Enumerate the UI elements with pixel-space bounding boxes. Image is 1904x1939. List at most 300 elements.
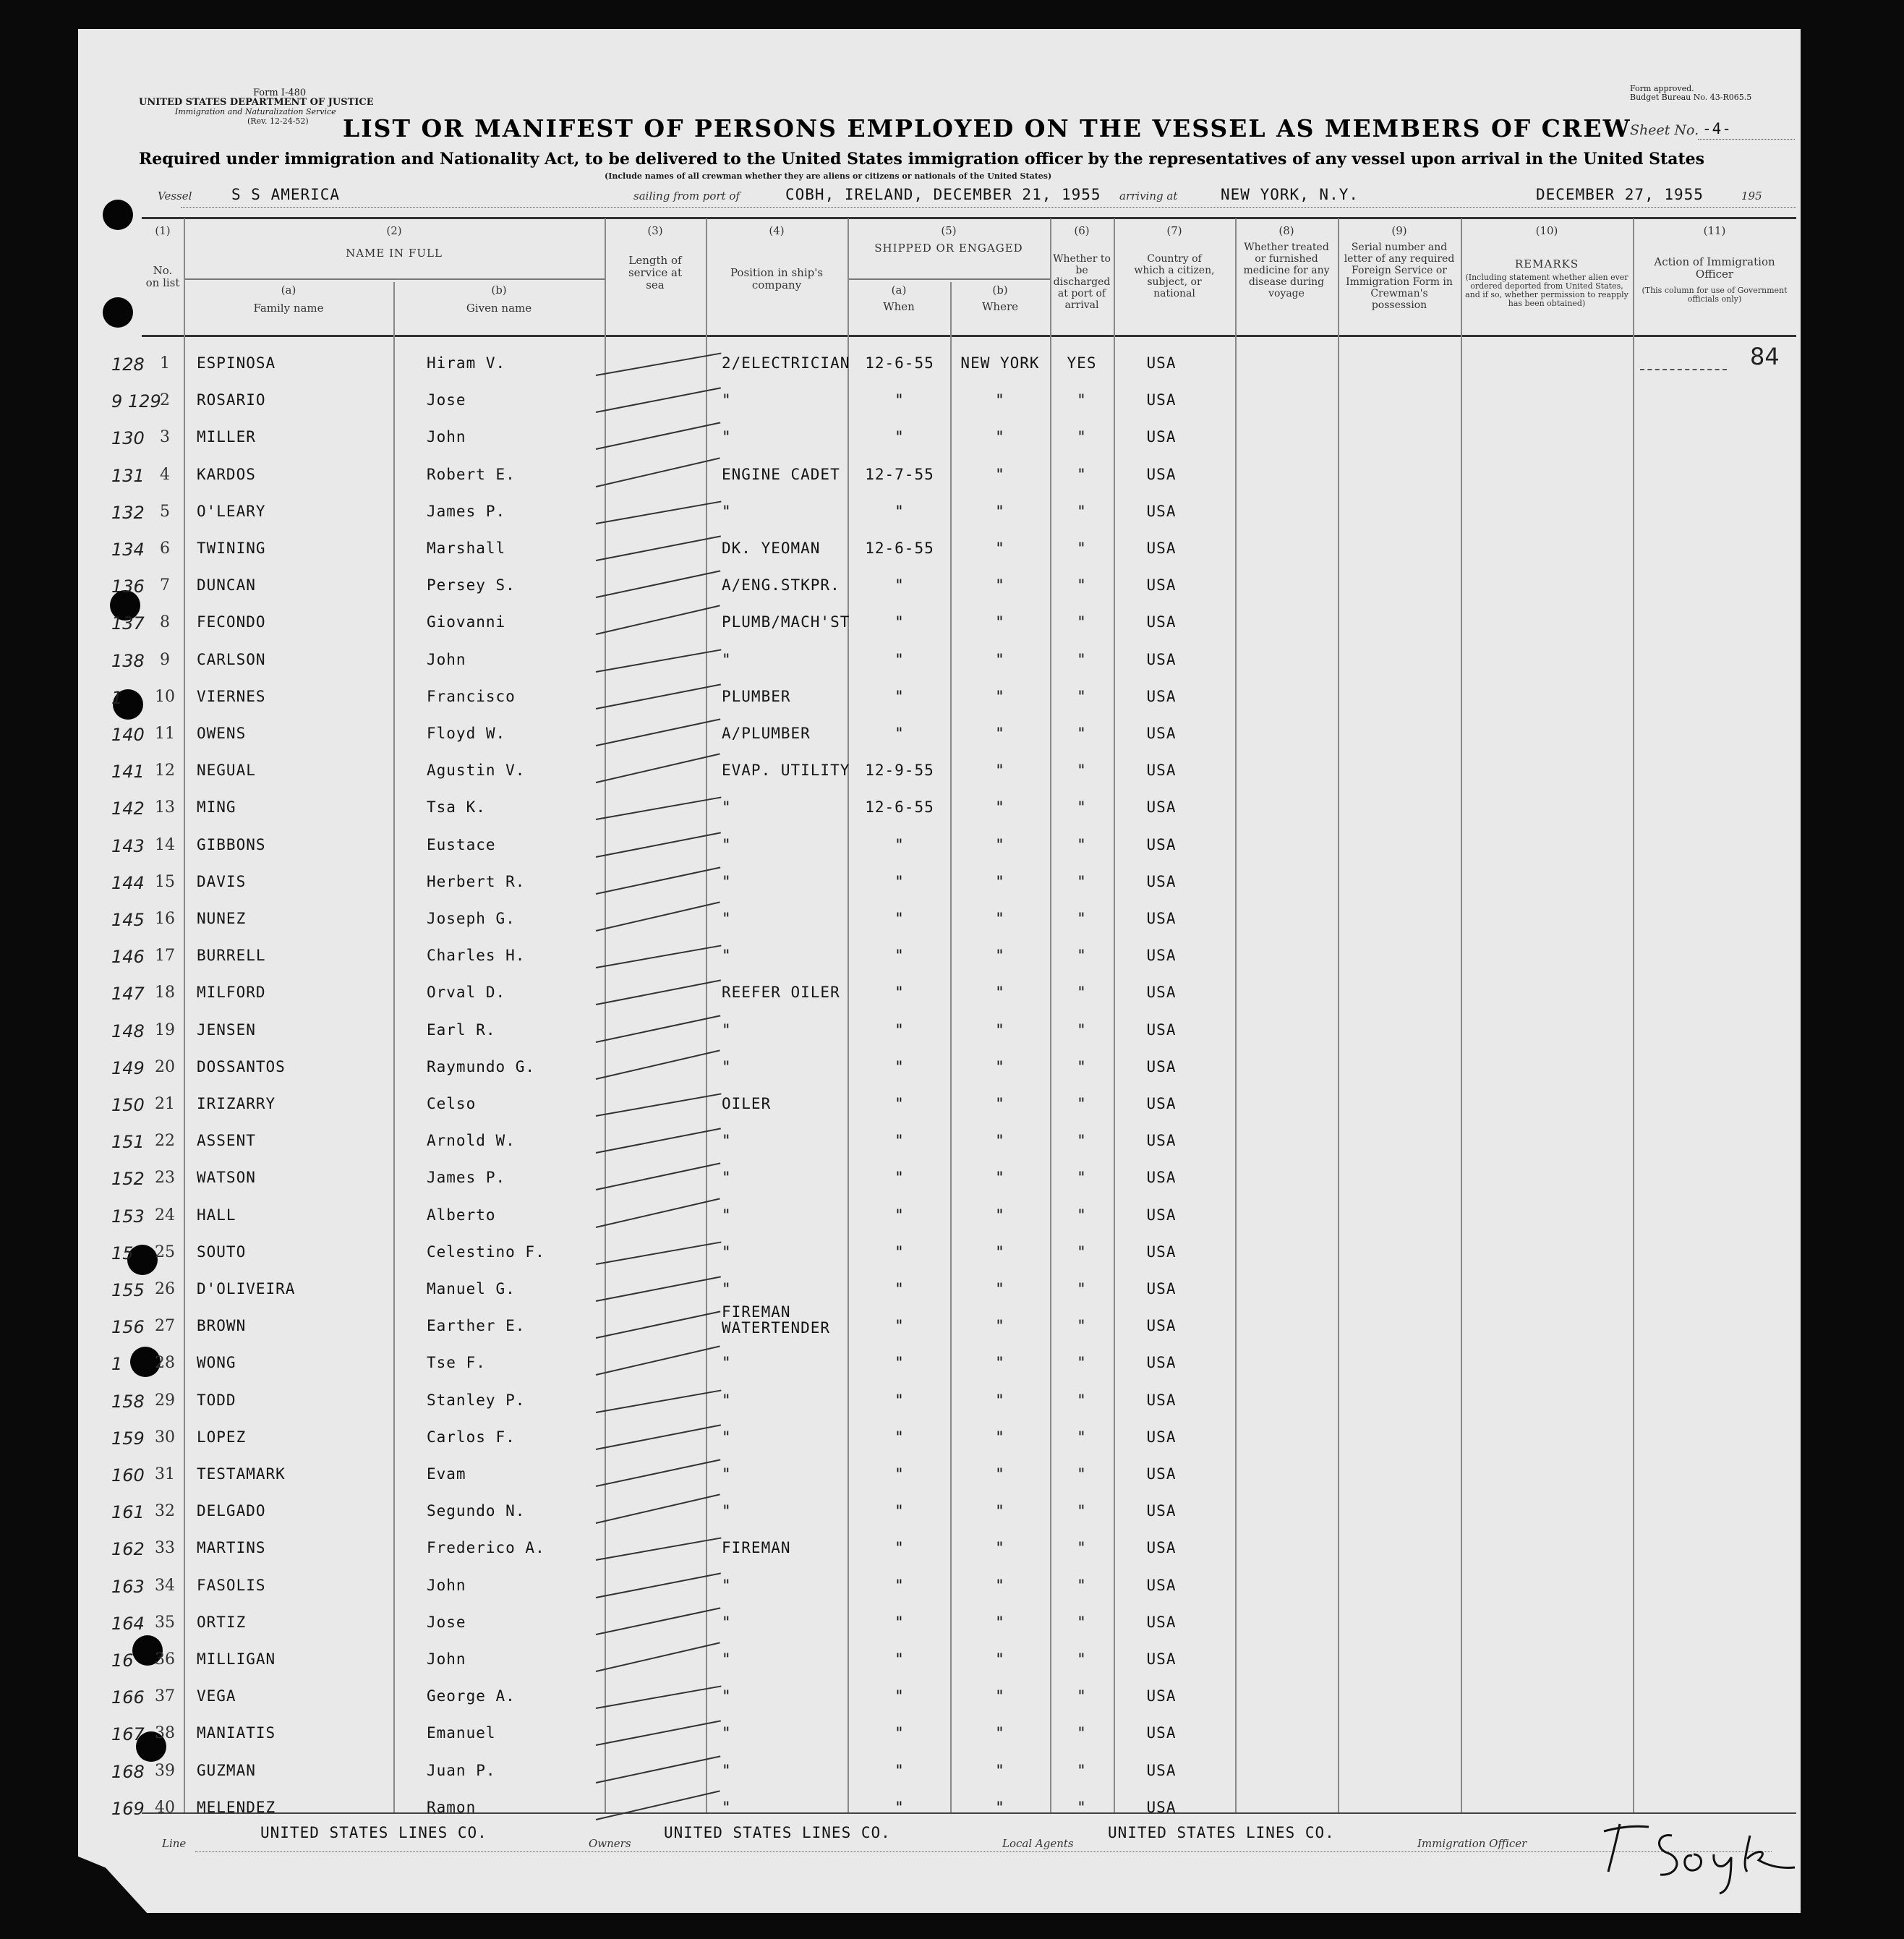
country: USA [1146, 503, 1177, 520]
table-row [0, 1206, 1904, 1243]
col10-num: (10) [1535, 224, 1558, 237]
engaged-when: " [895, 836, 905, 853]
table-row [0, 1095, 1904, 1131]
table-row [0, 1132, 1904, 1168]
crew-list-number: 17 [155, 947, 175, 965]
crew-ref-number: 167 [111, 1724, 145, 1744]
position: " [722, 391, 732, 409]
position: " [722, 1428, 732, 1446]
country: USA [1146, 613, 1177, 631]
engaged-when: " [895, 1762, 905, 1779]
engaged-where: " [995, 576, 1005, 594]
family-name: TWINING [197, 540, 266, 557]
country: USA [1146, 1354, 1177, 1371]
check-mark [596, 945, 722, 968]
given-name: Carlos F. [427, 1428, 516, 1446]
country: USA [1146, 1021, 1177, 1039]
sailing-from: COBH, IRELAND, DECEMBER 21, 1955 [785, 186, 1101, 203]
discharged: " [1077, 1465, 1087, 1483]
country: USA [1146, 984, 1177, 1001]
given-name: Joseph G. [427, 910, 516, 927]
vessel-label: Vessel [158, 189, 192, 203]
engaged-where: " [995, 798, 1005, 816]
crew-list-number: 34 [155, 1577, 175, 1595]
crew-ref-number: 146 [111, 947, 145, 967]
col2a-header: Family name [253, 302, 324, 315]
position: " [722, 798, 732, 816]
table-row [0, 1392, 1904, 1428]
family-name: HALL [197, 1206, 236, 1224]
engaged-when: " [895, 1650, 905, 1668]
engaged-where: " [995, 1799, 1005, 1816]
engaged-where: " [995, 873, 1005, 890]
country: USA [1146, 1799, 1177, 1816]
crew-list-number: 5 [160, 503, 170, 521]
position: " [722, 1799, 732, 1816]
family-name: MILLIGAN [197, 1650, 276, 1668]
col2b-num: (b) [491, 284, 507, 297]
year-suffix: 195 [1741, 189, 1762, 203]
country: USA [1146, 1762, 1177, 1779]
given-name: Celso [427, 1095, 477, 1112]
country: USA [1146, 1724, 1177, 1742]
discharged: " [1077, 1132, 1087, 1149]
crew-list-number: 8 [160, 613, 170, 631]
given-name: Manuel G. [427, 1280, 516, 1297]
family-name: TESTAMARK [197, 1465, 286, 1483]
engaged-when: " [895, 1206, 905, 1224]
col9-header: Serial number and letter of any required Foreign Service or Immigration Form in Crewman's possession [1344, 242, 1455, 311]
given-name: George A. [427, 1687, 516, 1705]
vessel-name: S S AMERICA [231, 186, 341, 203]
engaged-where: " [995, 1169, 1005, 1186]
crew-list-number: 22 [155, 1132, 175, 1150]
crew-ref-number: 141 [111, 762, 145, 782]
position: " [722, 1614, 732, 1631]
discharged: " [1077, 466, 1087, 483]
engaged-where: " [995, 1428, 1005, 1446]
col11-num: (11) [1703, 224, 1726, 237]
discharged: " [1077, 873, 1087, 890]
position: " [722, 1687, 732, 1705]
discharged: " [1077, 1169, 1087, 1186]
check-mark [596, 1276, 721, 1302]
position: ENGINE CADET [722, 466, 840, 483]
engaged-where: " [995, 1650, 1005, 1668]
discharged: " [1077, 1614, 1087, 1631]
crew-ref-number: 9 129 [111, 391, 161, 412]
position: " [722, 1762, 732, 1779]
col10-note: (Including statement whether alien ever ordered deported from United States, and if so, whether permission to reapply has been obtained) [1465, 273, 1628, 308]
country: USA [1146, 762, 1177, 779]
col6-header: Whether to be discharged at port of arrival [1053, 253, 1111, 311]
position: " [722, 1132, 732, 1149]
country: USA [1146, 1577, 1177, 1594]
country: USA [1146, 466, 1177, 483]
engaged-where: " [995, 651, 1005, 668]
country: USA [1146, 873, 1177, 890]
crew-ref-number: 1 [111, 1354, 123, 1374]
country: USA [1146, 1132, 1177, 1149]
discharged: " [1077, 1539, 1087, 1556]
crew-ref-number: 162 [111, 1539, 145, 1559]
crew-ref-number: 169 [111, 1799, 145, 1819]
family-name: FECONDO [197, 613, 266, 631]
discharged: " [1077, 1206, 1087, 1224]
discharged: " [1077, 613, 1087, 631]
country: USA [1146, 1650, 1177, 1668]
position: " [722, 503, 732, 520]
crew-list-number: 18 [155, 984, 175, 1002]
country: USA [1146, 576, 1177, 594]
crew-list-number: 28 [155, 1354, 175, 1372]
family-name: MARTINS [197, 1539, 266, 1556]
check-mark [596, 1424, 721, 1450]
country: USA [1146, 1095, 1177, 1112]
crew-ref-number: 150 [111, 1095, 145, 1115]
col1-num: (1) [155, 224, 171, 237]
country: USA [1146, 1539, 1177, 1556]
check-mark [596, 1241, 722, 1265]
given-name: Emanuel [427, 1724, 496, 1742]
crew-list-number: 35 [155, 1614, 175, 1632]
family-name: ASSENT [197, 1132, 256, 1149]
discharged: " [1077, 428, 1087, 446]
engaged-where: " [995, 984, 1005, 1001]
officer-signature [1591, 1807, 1808, 1901]
shipped-subheader-line [848, 278, 1050, 280]
crew-list-number: 24 [155, 1206, 175, 1224]
col9-num: (9) [1391, 224, 1407, 237]
crew-list-number: 4 [160, 466, 170, 484]
crew-ref-number: 160 [111, 1465, 145, 1486]
engaged-when: " [895, 391, 905, 409]
engaged-where: " [995, 503, 1005, 520]
position: " [722, 1354, 732, 1371]
discharged: " [1077, 910, 1087, 927]
budget-bureau: Budget Bureau No. 43-R065.5 [1630, 93, 1752, 102]
position: " [722, 1021, 732, 1039]
position: " [722, 1502, 732, 1520]
engaged-when: " [895, 1095, 905, 1112]
engaged-when: " [895, 503, 905, 520]
col7-header: Country of which a citizen, subject, or national [1134, 253, 1215, 299]
crew-list-number: 36 [155, 1650, 175, 1669]
country: USA [1146, 1206, 1177, 1224]
crew-list-number: 15 [155, 873, 175, 891]
discharged: " [1077, 984, 1087, 1001]
family-name: DUNCAN [197, 576, 256, 594]
engaged-when: " [895, 1132, 905, 1149]
position: " [722, 1392, 732, 1409]
crew-ref-number: 128 [111, 354, 145, 375]
family-name: BURRELL [197, 947, 266, 964]
officer-label: Immigration Officer [1417, 1837, 1527, 1850]
table-row [0, 1243, 1904, 1279]
given-name: Evam [427, 1465, 466, 1483]
crew-list-number: 21 [155, 1095, 175, 1113]
col1-header: No. on list [145, 264, 180, 289]
col10-header: REMARKS [1514, 257, 1579, 270]
country: USA [1146, 798, 1177, 816]
engaged-where: " [995, 947, 1005, 964]
table-row [0, 466, 1904, 502]
check-mark [596, 683, 721, 709]
given-name: Celestino F. [427, 1243, 545, 1261]
engaged-when: " [895, 1799, 905, 1816]
position: " [722, 651, 732, 668]
position: OILER [722, 1095, 772, 1112]
form-approved: Form approved. [1630, 84, 1694, 93]
check-mark [596, 500, 722, 524]
country: USA [1146, 836, 1177, 853]
engaged-when: 12-6-55 [865, 354, 934, 372]
engaged-when: " [895, 1687, 905, 1705]
engaged-when: " [895, 1317, 905, 1334]
position: " [722, 836, 732, 853]
discharged: " [1077, 1095, 1087, 1112]
crew-ref-number: 143 [111, 836, 145, 856]
sheet-underline [1698, 139, 1795, 140]
engaged-where: " [995, 1762, 1005, 1779]
engaged-where: " [995, 1724, 1005, 1742]
engaged-where: " [995, 1502, 1005, 1520]
engaged-where: " [995, 1280, 1005, 1297]
crew-list-number: 32 [155, 1502, 175, 1520]
engaged-where: " [995, 540, 1005, 557]
crew-ref-number: 163 [111, 1577, 145, 1597]
table-row [0, 1021, 1904, 1057]
crew-list-number: 38 [155, 1724, 175, 1742]
given-name: Robert E. [427, 466, 516, 483]
sheet-number: -4- [1702, 120, 1732, 137]
discharged: " [1077, 1502, 1087, 1520]
engaged-where: " [995, 836, 1005, 853]
family-name: O'LEARY [197, 503, 266, 520]
engaged-when: " [895, 947, 905, 964]
position: " [722, 1206, 732, 1224]
given-name: Marshall [427, 540, 506, 557]
crew-list-number: 16 [155, 910, 175, 928]
position: FIREMAN WATERTENDER [722, 1303, 831, 1337]
crew-ref-number: 147 [111, 984, 145, 1004]
crew-ref-number: 153 [111, 1206, 145, 1227]
check-mark [596, 832, 721, 858]
given-name: Floyd W. [427, 725, 506, 742]
col2a-num: (a) [281, 284, 296, 297]
crew-list-number: 1 [160, 354, 170, 372]
owners-value: UNITED STATES LINES CO. [664, 1824, 891, 1841]
given-name: John [427, 1650, 466, 1668]
family-name: NEGUAL [197, 762, 256, 779]
discharged: " [1077, 947, 1087, 964]
table-row [0, 503, 1904, 539]
check-mark [596, 535, 721, 561]
given-name: Charles H. [427, 947, 526, 964]
given-name: Persey S. [427, 576, 516, 594]
col2-header: NAME IN FULL [346, 247, 443, 260]
crew-ref-number: 145 [111, 910, 145, 930]
position: FIREMAN [722, 1539, 791, 1556]
engaged-where: " [995, 1206, 1005, 1224]
country: USA [1146, 1280, 1177, 1297]
engaged-when: " [895, 428, 905, 446]
discharged: " [1077, 836, 1087, 853]
crew-list-number: 2 [160, 391, 170, 409]
country: USA [1146, 725, 1177, 742]
position: PLUMBER [722, 688, 791, 705]
discharged: " [1077, 503, 1087, 520]
given-name: Arnold W. [427, 1132, 516, 1149]
family-name: MILFORD [197, 984, 266, 1001]
discharged: " [1077, 1392, 1087, 1409]
arriving-at: NEW YORK, N.Y. [1221, 186, 1359, 203]
discharged: " [1077, 798, 1087, 816]
table-row [0, 725, 1904, 761]
engaged-where: " [995, 1465, 1005, 1483]
engaged-when: " [895, 1058, 905, 1075]
family-name: IRIZARRY [197, 1095, 276, 1112]
family-name: NUNEZ [197, 910, 247, 927]
table-row [0, 1762, 1904, 1798]
col5a-num: (a) [891, 284, 907, 297]
position: " [722, 947, 732, 964]
col3-num: (3) [647, 224, 663, 237]
family-name: MILLER [197, 428, 256, 446]
given-name: Tse F. [427, 1354, 486, 1371]
crew-ref-number: 137 [111, 613, 145, 634]
given-name: Segundo N. [427, 1502, 526, 1520]
family-name: BROWN [197, 1317, 247, 1334]
crew-list-number: 40 [155, 1799, 175, 1817]
family-name: CARLSON [197, 651, 266, 668]
col5a-header: When [883, 300, 915, 313]
form-subtitle: Required under immigration and Nationality Act, to be delivered to the United States immigration officer by the representatives of any vessel upon arrival in the United States [139, 150, 1705, 169]
position: 2/ELECTRICIAN [722, 354, 850, 372]
table-row [0, 540, 1904, 576]
engaged-where: " [995, 1058, 1005, 1075]
engaged-when: " [895, 651, 905, 668]
crew-list-number: 3 [160, 428, 170, 446]
crew-ref-number: 148 [111, 1021, 145, 1041]
crew-ref-number: 161 [111, 1502, 145, 1522]
punch-hole [103, 297, 133, 328]
crew-ref-number: 166 [111, 1687, 145, 1708]
position: " [722, 1577, 732, 1594]
engaged-when: " [895, 873, 905, 890]
country: USA [1146, 1687, 1177, 1705]
table-row [0, 391, 1904, 427]
engaged-when: " [895, 1577, 905, 1594]
engaged-when: " [895, 1539, 905, 1556]
family-name: MANIATIS [197, 1724, 276, 1742]
position: EVAP. UTILITY [722, 762, 850, 779]
position: A/PLUMBER [722, 725, 811, 742]
position: " [722, 873, 732, 890]
position: " [722, 1169, 732, 1186]
given-name: Herbert R. [427, 873, 526, 890]
country: USA [1146, 651, 1177, 668]
table-row [0, 1465, 1904, 1501]
engaged-when: " [895, 1614, 905, 1631]
crew-ref-number: 130 [111, 428, 145, 448]
col6-num: (6) [1074, 224, 1090, 237]
col11-header: Action of Immigration Officer [1654, 255, 1775, 281]
family-name: ESPINOSA [197, 354, 276, 372]
line-label: Line [162, 1837, 187, 1850]
engaged-when: " [895, 1243, 905, 1261]
discharged: " [1077, 1762, 1087, 1779]
arriving-label: arriving at [1119, 189, 1178, 203]
discharged: " [1077, 1428, 1087, 1446]
engaged-when: " [895, 1021, 905, 1039]
family-name: KARDOS [197, 466, 256, 483]
family-name: DOSSANTOS [197, 1058, 286, 1075]
col11-note: (This column for use of Government officials only) [1642, 286, 1788, 304]
col2-num: (2) [386, 224, 402, 237]
form-note: (Include names of all crewman whether they are aliens or citizens or nationals of the United States) [605, 171, 1052, 181]
crew-ref-number: 151 [111, 1132, 145, 1152]
crew-ref-number: 1 [111, 688, 123, 708]
discharged: YES [1067, 354, 1097, 372]
voyage-underline [181, 207, 1796, 208]
col3-header: Length of service at sea [628, 254, 683, 291]
country: USA [1146, 1058, 1177, 1075]
discharged: " [1077, 688, 1087, 705]
engaged-when: 12-6-55 [865, 798, 934, 816]
table-row [0, 1169, 1904, 1205]
col2b-header: Given name [466, 302, 532, 315]
engaged-where: " [995, 1354, 1005, 1371]
engaged-when: " [895, 613, 905, 631]
engaged-when: " [895, 1724, 905, 1742]
given-name: James P. [427, 503, 506, 520]
family-name: DELGADO [197, 1502, 266, 1520]
country: USA [1146, 1392, 1177, 1409]
engaged-when: " [895, 984, 905, 1001]
family-name: GIBBONS [197, 836, 266, 853]
check-mark [596, 796, 722, 820]
col5b-num: (b) [992, 284, 1008, 297]
family-name: SOUTO [197, 1243, 247, 1261]
table-row [0, 1577, 1904, 1613]
engaged-where: " [995, 1577, 1005, 1594]
engaged-where: " [995, 1614, 1005, 1631]
check-mark [596, 1093, 722, 1117]
col8-header: Whether treated or furnished medicine for any disease during voyage [1243, 242, 1330, 299]
check-mark [596, 979, 721, 1005]
engaged-where: " [995, 1539, 1005, 1556]
engaged-where: " [995, 1317, 1005, 1334]
position: " [722, 428, 732, 446]
family-name: ROSARIO [197, 391, 266, 409]
table-row [0, 873, 1904, 909]
crew-ref-number: 138 [111, 651, 145, 671]
engaged-when: " [895, 1392, 905, 1409]
agents-value: UNITED STATES LINES CO. [1108, 1824, 1335, 1841]
check-mark [596, 649, 722, 673]
given-name: Alberto [427, 1206, 496, 1224]
engaged-where: NEW YORK [960, 354, 1040, 372]
country: USA [1146, 354, 1177, 372]
discharged: " [1077, 1280, 1087, 1297]
table-row [0, 762, 1904, 798]
family-name: D'OLIVEIRA [197, 1280, 296, 1297]
country: USA [1146, 540, 1177, 557]
table-row [0, 1724, 1904, 1760]
family-name: FASOLIS [197, 1577, 266, 1594]
engaged-where: " [995, 1095, 1005, 1112]
